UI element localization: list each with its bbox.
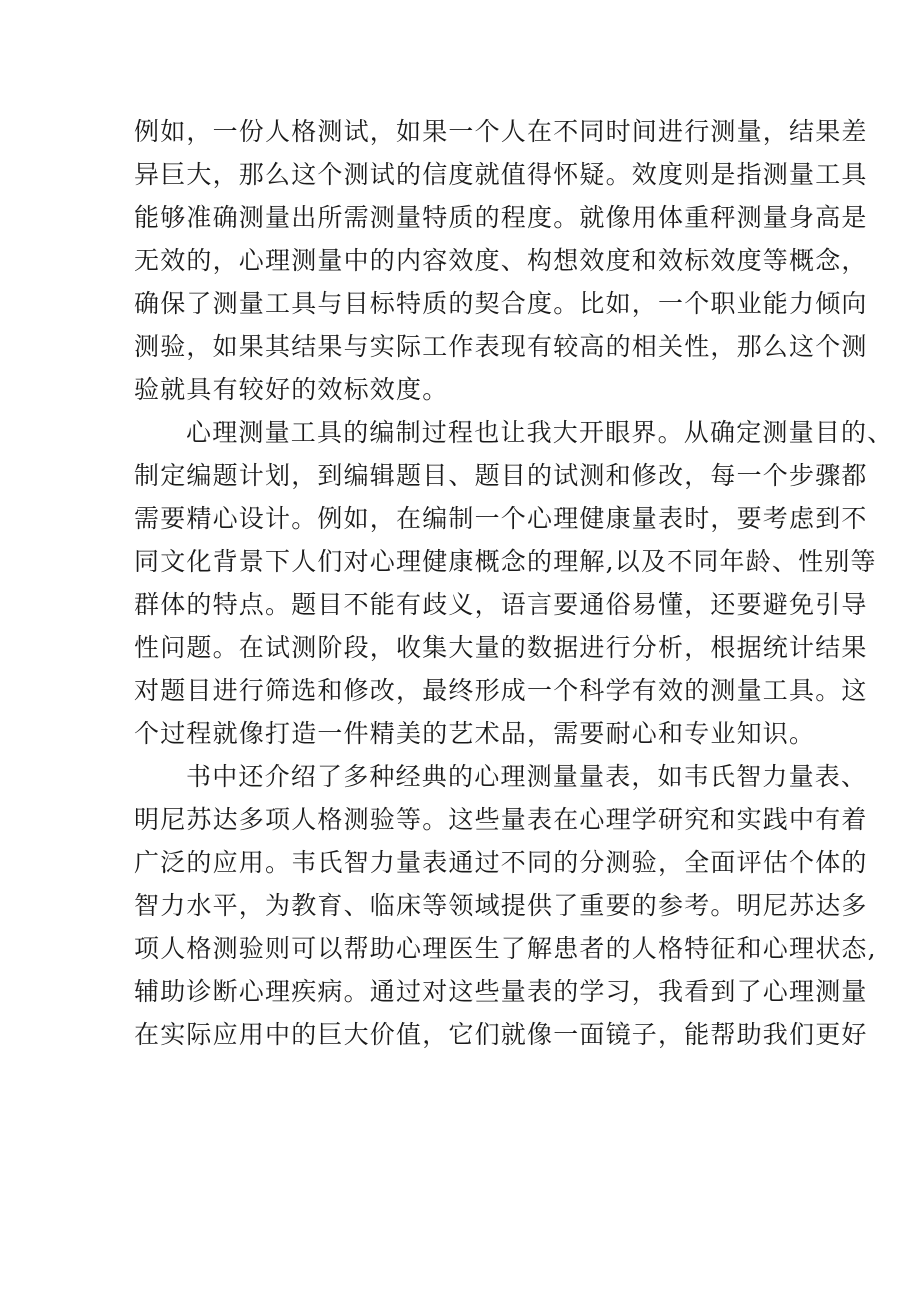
paragraph-2 bbox=[134, 411, 894, 755]
text-line: 对题目进行筛选和修改，最终形成一个科学有效的测量工具。这 bbox=[134, 676, 868, 705]
paragraph-3 bbox=[134, 755, 877, 1056]
text-line: 明尼苏达多项人格测验等。这些量表在心理学研究和实践中有着 bbox=[134, 805, 868, 834]
text-line: 异巨大，那么这个测试的信度就值得怀疑。效度则是指测量工具 bbox=[134, 160, 868, 189]
text-line: 确保了测量工具与目标特质的契合度。比如，一个职业能力倾向 bbox=[134, 289, 868, 318]
text-line: 无效的，心理测量中的内容效度、构想效度和效标效度等概念， bbox=[134, 246, 868, 275]
text-line: 制定编题计划，到编辑题目、题目的试测和修改，每一个步骤都 bbox=[134, 461, 868, 490]
text-line: 同文化背景下人们对心理健康概念的理解,以及不同年龄、性别等 bbox=[134, 547, 877, 576]
text-line: 能够准确测量出所需测量特质的程度。就像用体重秤测量身高是 bbox=[134, 203, 868, 232]
text-line: 广泛的应用。韦氏智力量表通过不同的分测验，全面评估个体的 bbox=[134, 848, 868, 877]
text-line: 验就具有较好的效标效度。 bbox=[134, 375, 449, 404]
text-line: 群体的特点。题目不能有歧义，语言要通俗易懂，还要避免引导 bbox=[134, 590, 868, 619]
text-line: 辅助诊断心理疾病。通过对这些量表的学习，我看到了心理测量 bbox=[134, 977, 868, 1006]
body-text bbox=[134, 110, 894, 1056]
text-line: 需要精心设计。例如，在编制一个心理健康量表时，要考虑到不 bbox=[134, 504, 868, 533]
text-line: 项人格测验则可以帮助心理医生了解患者的人格特征和心理状态, bbox=[134, 934, 877, 963]
text-line: 例如，一份人格测试，如果一个人在不同时间进行测量，结果差 bbox=[134, 117, 868, 146]
text-line-indented: 心理测量工具的编制过程也让我大开眼界。从确定测量目的、 bbox=[186, 418, 894, 447]
text-line-indented: 书中还介绍了多种经典的心理测量量表，如韦氏智力量表、 bbox=[186, 762, 868, 791]
text-line: 个过程就像打造一件精美的艺术品，需要耐心和专业知识。 bbox=[134, 719, 816, 748]
paragraph-1 bbox=[134, 110, 868, 411]
text-line: 性问题。在试测阶段，收集大量的数据进行分析，根据统计结果 bbox=[134, 633, 868, 662]
text-line: 在实际应用中的巨大价值，它们就像一面镜子，能帮助我们更好 bbox=[134, 1020, 868, 1049]
text-line: 智力水平，为教育、临床等领域提供了重要的参考。明尼苏达多 bbox=[134, 891, 868, 920]
text-line: 测验，如果其结果与实际工作表现有较高的相关性，那么这个测 bbox=[134, 332, 868, 361]
